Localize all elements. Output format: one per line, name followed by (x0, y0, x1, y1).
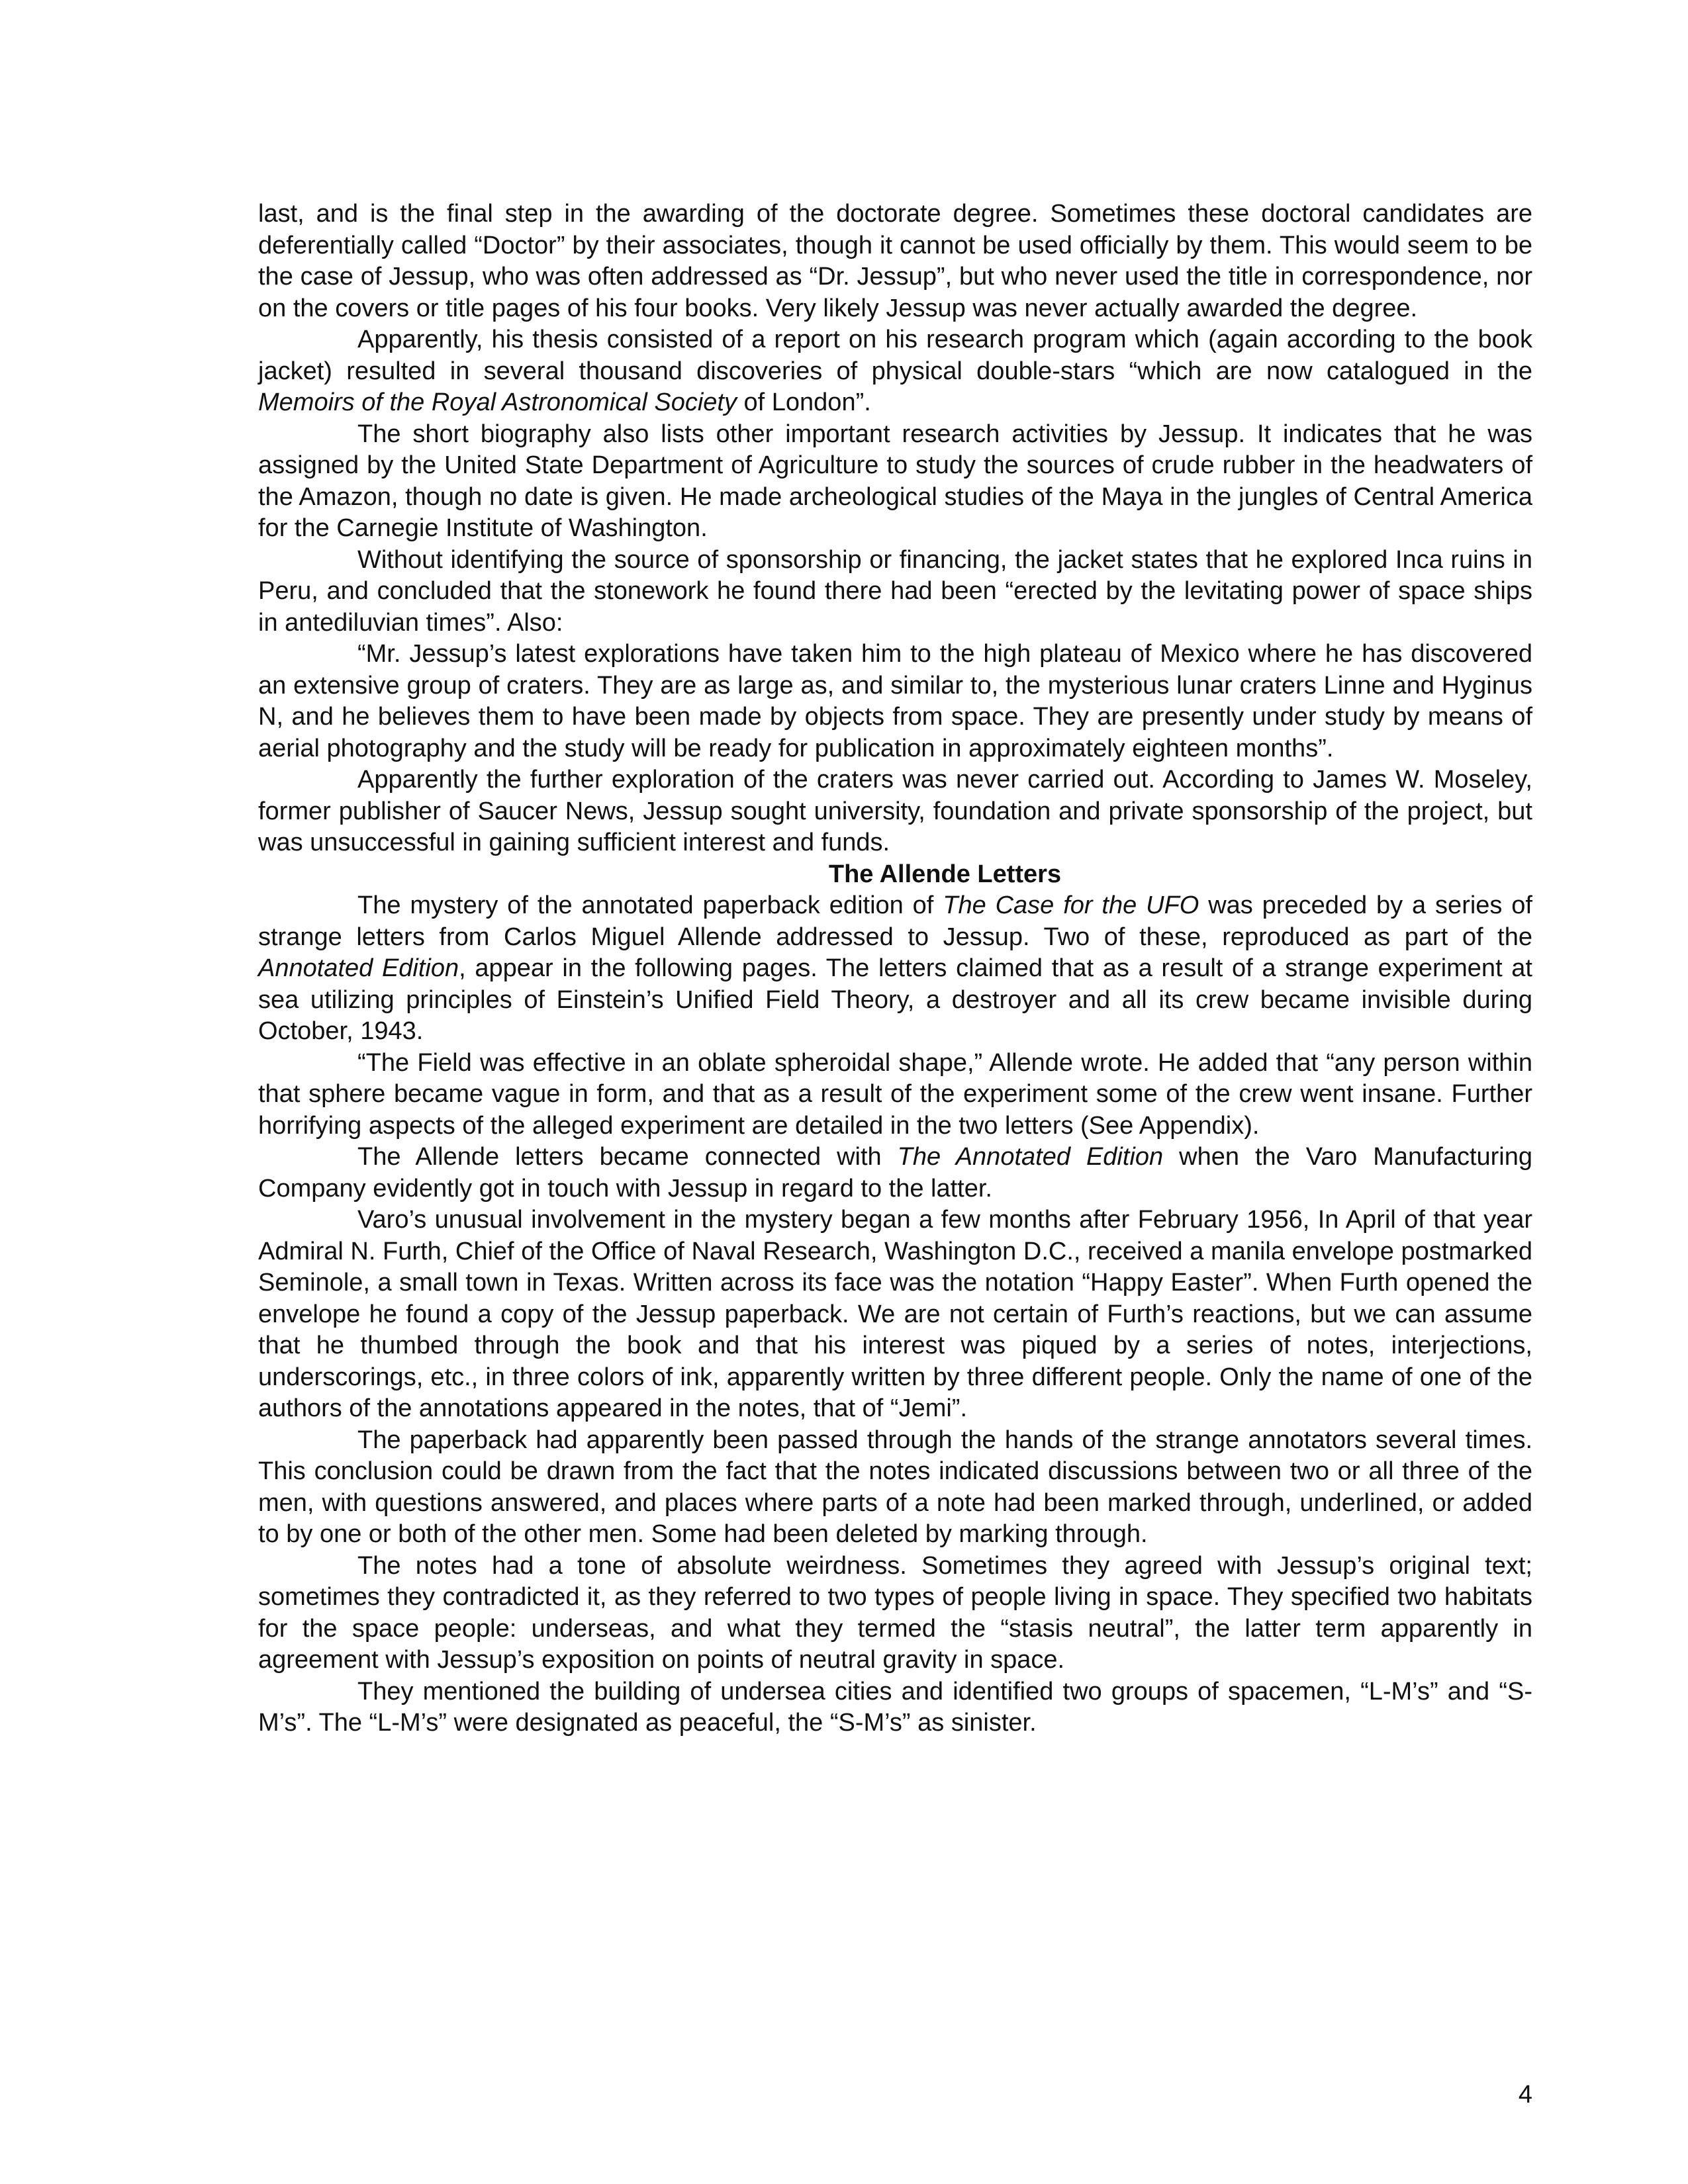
text-run: Apparently the further exploration of the craters was never carried out. According to James W. Moseley, former publisher of Saucer News, Jessup sought university, foundation and private sponsorship of the project, but was unsuccessful in gaining sufficient interest and funds. (258, 766, 1532, 856)
section-after-heading (258, 890, 1532, 1739)
text-run: “The Field was effective in an oblate spheroidal shape,” Allende wrote. He added that “any person within that sphere became vague in form, and that as a result of the experiment some of the crew went insane. Further horrifying aspects of the alleged experiment are detailed in the two letters (See Appendix). (258, 1048, 1532, 1140)
paragraph (258, 1205, 1532, 1425)
paragraph (258, 1142, 1532, 1205)
italic-title: The Annotated Edition (897, 1143, 1164, 1171)
text-run: of London”. (736, 388, 871, 416)
italic-title: Annotated Edition (258, 954, 459, 982)
page-number: 4 (1518, 2081, 1532, 2109)
text-run: , appear in the following pages. The letters claimed that as a result of a strange experiment at sea utilizing principles of Einstein’s Unified Field Theory, a destroyer and all its crew became invisible during October, 1943. (258, 954, 1532, 1045)
paragraph (258, 419, 1532, 545)
paragraph (258, 324, 1532, 419)
text-run: Varo’s unusual involvement in the mystery began a few months after February 1956, In April of that year Admiral N. Furth, Chief of the Office of Naval Research, Washington D.C., received a manila envelope postmarked Seminole, a small town in Texas. Written across its face was the notation “Happy Easter”. When Furth opened the envelope he found a copy of the Jessup paperback. We are not certain of Furth’s reactions, but we can assume that he thumbed through the book and that his interest was piqued by a series of notes, interjections, underscorings, etc., in three colors of ink, apparently written by three different people. Only the name of one of the authors of the annotations appeared in the notes, that of “Jemi”. (258, 1206, 1532, 1422)
paragraph (258, 199, 1532, 324)
italic-title: Memoirs of the Royal Astronomical Society (258, 388, 737, 416)
text-run: “Mr. Jessup’s latest explorations have taken him to the high plateau of Mexico where he has discovered an extensive group of craters. They are as large as, and similar to, the mysterious lunar craters Linne and Hyginus N, and he believes them to have been made by objects from space. They are presently under study by means of aerial photography and the study will be ready for publication in approximately eighteen months”. (258, 640, 1532, 762)
text-run: was preceded by a series of strange letters from Carlos Miguel Allende addressed to Jessup. Two of these, reproduced as part of the (258, 891, 1532, 951)
section-before-heading (258, 199, 1532, 859)
text-run: The short biography also lists other important research activities by Jessup. It indicates that he was assigned by the United State Department of Agriculture to study the sources of crude rubber in the headwaters of the Amazon, though no date is given. He made archeological studies of the Maya in the jungles of Central America for the Carnegie Institute of Washington. (258, 420, 1532, 542)
section-heading: The Allende Letters (828, 860, 1062, 888)
text-run: Without identifying the source of sponsorship or financing, the jacket states that he explored Inca ruins in Peru, and concluded that the stonework he found there had been “erected by the levitating power of space ships in antediluvian times”. Also: (258, 545, 1532, 637)
paragraph (258, 1048, 1532, 1142)
text-run: The Allende letters became connected with (357, 1143, 898, 1171)
paragraph (258, 545, 1532, 639)
paragraph (258, 639, 1532, 764)
paragraph (258, 890, 1532, 1048)
text-run: The notes had a tone of absolute weirdness. Sometimes they agreed with Jessup’s original text; sometimes they contradicted it, as they referred to two types of people living in space. They specified two habitats for the space people: underseas, and what they termed the “stasis neutral”, the latter term apparently in agreement with Jessup’s exposition on points of neutral gravity in space. (258, 1551, 1532, 1674)
text-run: The mystery of the annotated paperback edition of (357, 891, 943, 919)
text-run: last, and is the final step in the awarding of the doctorate degree. Sometimes these doctoral candidates are deferentially called “Doctor” by their associates, though it cannot be used officially by them. This would seem to be the case of Jessup, who was often addressed as “Dr. Jessup”, but who never used the title in correspondence, nor on the covers or title pages of his four books. Very likely Jessup was never actually awarded the degree. (258, 200, 1532, 322)
italic-title: The Case for the UFO (943, 891, 1199, 919)
paragraph (258, 1676, 1532, 1739)
paragraph (258, 764, 1532, 859)
text-run: when the Varo Manufacturing Company evidently got in touch with Jessup in regard to the latter. (258, 1143, 1533, 1203)
paragraph (258, 1551, 1532, 1676)
text-run: Apparently, his thesis consisted of a report on his research program which (again according to the book jacket) resulted in several thousand discoveries of physical double-stars “which are now catalogued in the (258, 326, 1532, 385)
text-run: The paperback had apparently been passed through the hands of the strange annotators several times. This conclusion could be drawn from the fact that the notes indicated discussions between two or all three of the men, with questions answered, and places where parts of a note had been marked through, underlined, or added to by one or both of the other men. Some had been deleted by marking through. (258, 1426, 1532, 1548)
text-run: They mentioned the building of undersea cities and identified two groups of spacemen, “L-M’s” and “S-M’s”. The “L-M’s” were designated as peaceful, the “S-M’s” as sinister. (258, 1677, 1532, 1737)
paragraph (258, 1425, 1532, 1551)
body-text (258, 199, 1532, 1739)
